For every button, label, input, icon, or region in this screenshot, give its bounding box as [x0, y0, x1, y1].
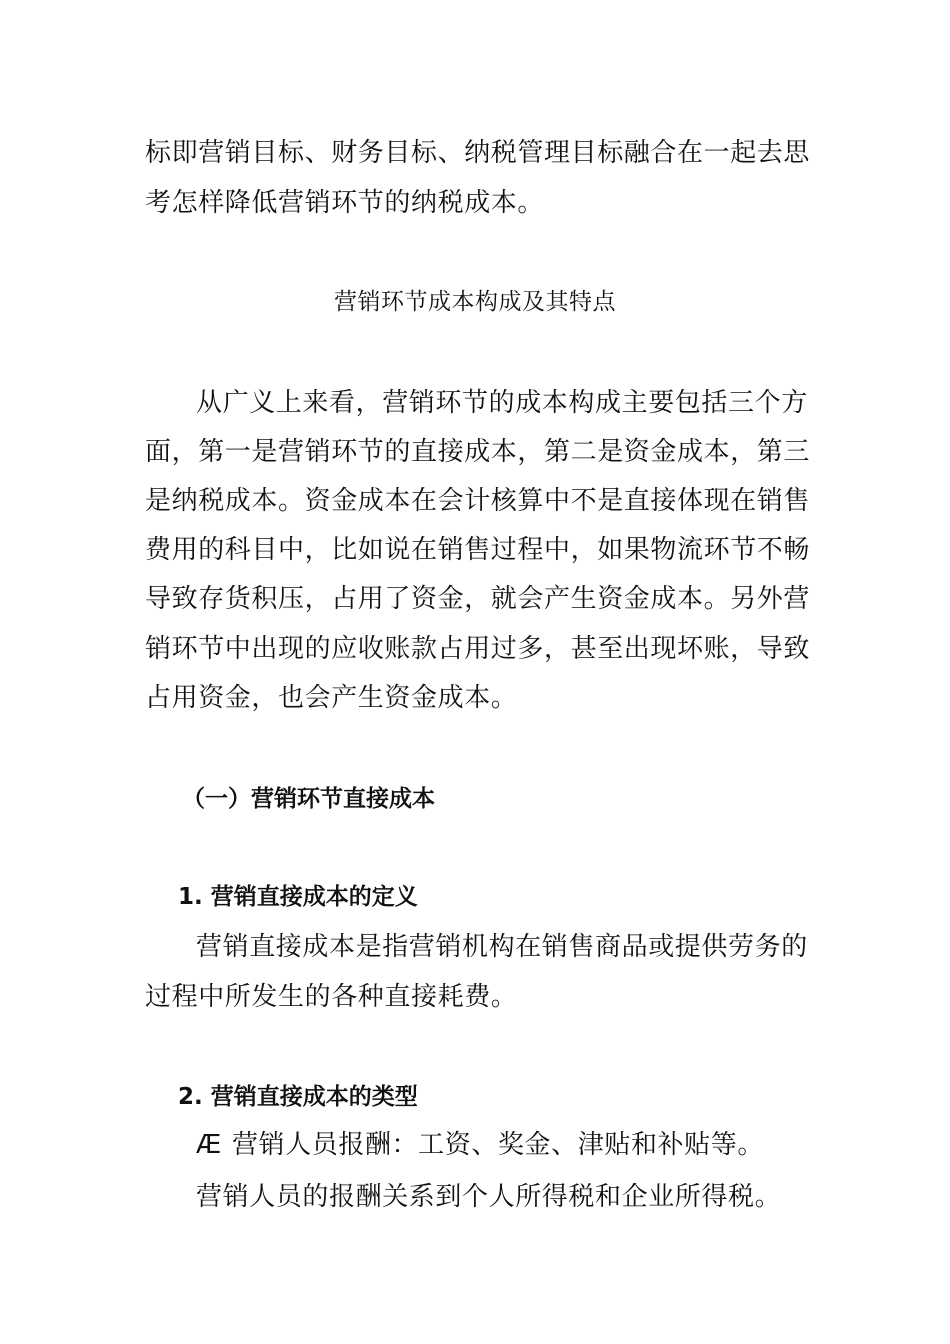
- section-title: 营销环节成本构成及其特点: [334, 289, 616, 315]
- overview-line-5: 导致存货积压，占用了资金，就会产生资金成本。另外营: [145, 584, 811, 614]
- definition-line-1: 营销直接成本是指营销机构在销售商品或提供劳务的: [196, 932, 808, 962]
- types-heading: 2. 营销直接成本的类型: [178, 1084, 418, 1110]
- types-note: 营销人员的报酬关系到个人所得税和企业所得税。: [196, 1182, 782, 1212]
- overview-line-2: 面，第一是营销环节的直接成本，第二是资金成本，第三: [145, 437, 811, 467]
- overview-line-3: 是纳税成本。资金成本在会计核算中不是直接体现在销售: [145, 486, 811, 516]
- types-bullet-item: [196, 1120, 861, 1170]
- overview-line-7: 占用资金，也会产生资金成本。: [145, 683, 518, 713]
- intro-line-1: 标即营销目标、财务目标、纳税管理目标融合在一起去思: [145, 138, 811, 168]
- bullet-ae-icon: Æ: [196, 1130, 222, 1160]
- overview-line-4: 费用的科目中，比如说在销售过程中，如果物流环节不畅: [145, 535, 811, 565]
- types-bullet-text: 营销人员报酬：工资、奖金、津贴和补贴等。: [231, 1130, 764, 1160]
- overview-line-1: 从广义上来看，营销环节的成本构成主要包括三个方: [196, 388, 808, 418]
- definition-line-2: 过程中所发生的各种直接耗费。: [145, 982, 518, 1012]
- subsection-title: （一）营销环节直接成本: [182, 786, 435, 812]
- definition-heading: 1. 营销直接成本的定义: [178, 884, 418, 910]
- overview-line-6: 销环节中出现的应收账款占用过多，甚至出现坏账，导致: [145, 634, 811, 664]
- intro-line-2: 考怎样降低营销环节的纳税成本。: [145, 188, 545, 218]
